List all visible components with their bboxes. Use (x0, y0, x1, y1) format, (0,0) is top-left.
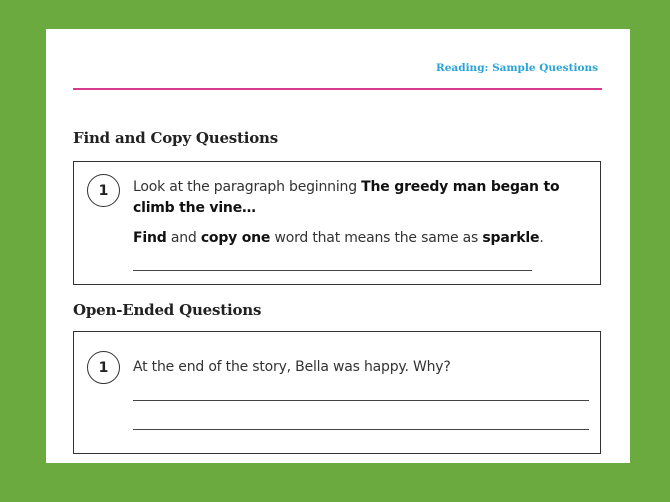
section-heading-open-ended: Open-Ended Questions (73, 301, 262, 319)
prompt-quote: The greedy man began to climb the vine… (133, 179, 560, 216)
instruction-copy-one: copy one (200, 230, 271, 246)
answer-line-1[interactable] (133, 400, 589, 401)
worksheet-page (46, 29, 630, 463)
question-box-find-copy (73, 161, 601, 285)
instruction-find: Find (133, 230, 167, 246)
question-prompt (133, 177, 592, 219)
instruction-text: word that means the same as (270, 230, 483, 246)
answer-line[interactable] (133, 270, 532, 271)
instruction-target-word: sparkle (482, 230, 540, 246)
question-number: 1 (87, 351, 120, 384)
answer-line-2[interactable] (133, 429, 589, 430)
section-heading-find-copy: Find and Copy Questions (73, 129, 279, 147)
question-prompt: At the end of the story, Bella was happy. Why? (133, 359, 451, 375)
header-divider (73, 88, 602, 90)
instruction-and: and (166, 230, 201, 246)
question-box-open-ended (73, 331, 601, 454)
header-label: Reading: Sample Questions (436, 62, 598, 74)
question-instruction (133, 228, 592, 249)
question-number: 1 (87, 174, 120, 207)
prompt-text: Look at the paragraph beginning (133, 179, 362, 195)
instruction-period: . (539, 230, 544, 246)
